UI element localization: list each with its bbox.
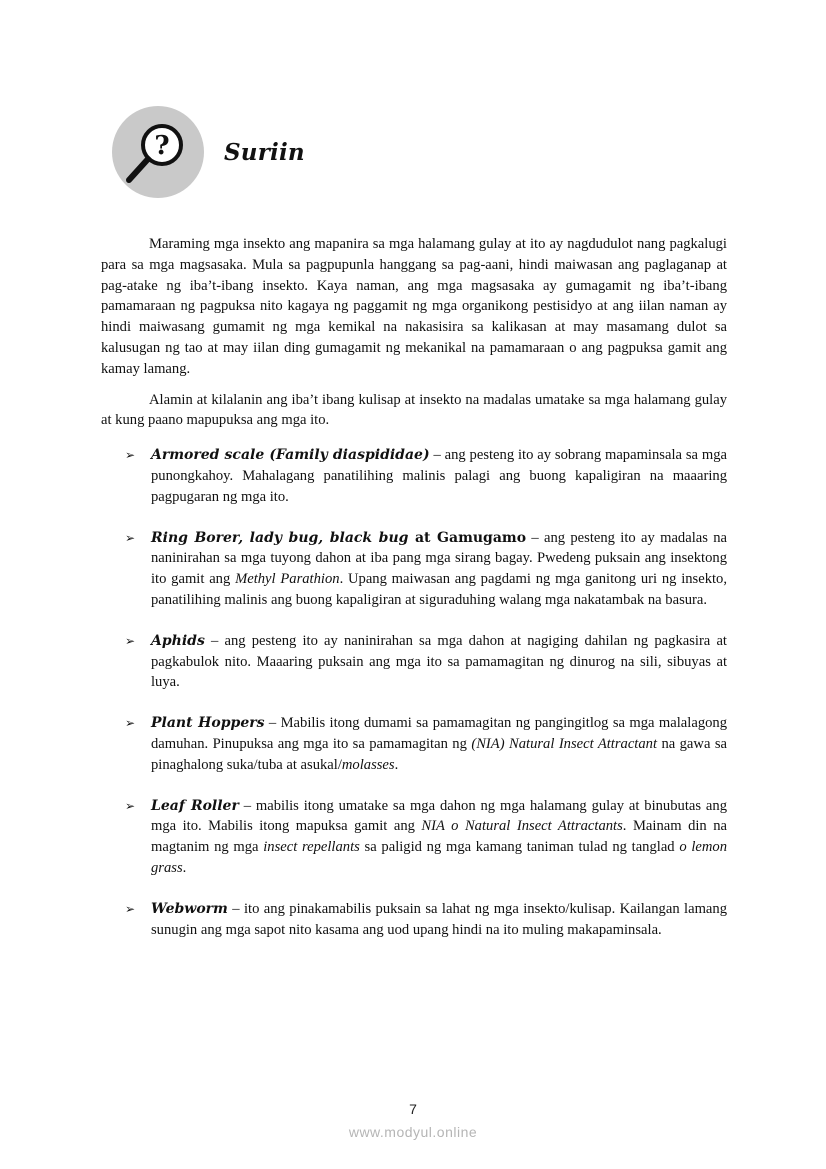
pest-term: Leaf Roller (151, 797, 239, 814)
intro-paragraph-1: Maraming mga insekto ang mapanira sa mga halamang gulay at ito ay nagdudulot nang pagkalugi para sa mga magsasaka. Mula sa pagpupunla hanggang sa pag-aani, hindi maiwasan ang paglaganap at pag-atake ng iba’t-ibang insekto. Kaya naman, ang mga magsasaka ay gumagamit ng iba’t-ibang pamamaraan ng pagpuksa nito kagaya ng paggamit ng mga organikong pestisidyo at ang iilan naman ay hindi maiwasang gumamit ng mga kemikal na nakasisira sa kalikasan at may masamang dulot sa kalusugan ng tao at may iilan ding gumagamit ng mekanikal na pamamaraan o ang pagpuksa gamit ang kamay lamang. (101, 236, 727, 377)
pest-description-italic-3: o lemon grass (151, 839, 728, 876)
pest-description: – ang pesteng ito ay madalas na naninirahan sa mga tuyong dahon at iba pang mga sirang bagay. Pwedeng puksain ang insektong ito gamit ang (151, 529, 727, 588)
main-content (101, 234, 727, 960)
pest-term: Plant Hoppers (151, 715, 265, 732)
arrow-bullet-icon: ➢ (125, 716, 136, 731)
pest-term: Armored scale (Family diaspididae) (151, 447, 430, 464)
pest-item-webworm (101, 899, 727, 941)
section-header (112, 106, 305, 198)
svg-text:?: ? (154, 131, 170, 161)
pest-item-leaf-roller (101, 796, 727, 879)
pest-item-plant-hoppers (101, 713, 727, 775)
magnifier-question-icon (112, 106, 204, 198)
pest-description: – ito ang pinakamabilis puksain sa lahat ng mga insekto/kulisap. Kailangan lamang sunugin ang mga sapot nito kasama ang uod upang hindi na ito muling makapaminsala. (151, 900, 727, 938)
pest-term: Webworm (151, 900, 228, 917)
pest-term: Ring Borer, lady bug, black bug (151, 529, 409, 546)
pest-description-end: . Upang maiwasan ang pagdami ng mga ganitong uri ng insekto, panatilihing malinis ang buong kapaligiran at siguraduhing walang mga nakatambak na basura. (151, 571, 727, 608)
pest-description-italic: NIA o Natural Insect Attractants (421, 818, 623, 835)
pest-description-italic: (NIA) Natural Insect Attractant (471, 735, 658, 752)
arrow-bullet-icon: ➢ (125, 530, 136, 545)
pest-description-end: . (182, 859, 187, 876)
pest-description: – ang pesteng ito ay naninirahan sa mga dahon at nagiging dahilan ng pagkasira at pagkabulok nito. Maaaring puksain ang mga ito sa pamamagitan ng dinurog na sili, sibuyas at luya. (151, 632, 727, 691)
section-title: Suriin (224, 138, 305, 166)
pest-term: Aphids (151, 632, 205, 649)
watermark: www.modyul.online (348, 1124, 478, 1140)
pest-item-aphids (101, 631, 727, 693)
pest-description-italic: Methyl Parathion (235, 571, 340, 588)
pest-description-italic-2: molasses (341, 756, 395, 773)
page-number: 7 (409, 1101, 417, 1117)
arrow-bullet-icon: ➢ (125, 448, 136, 463)
arrow-bullet-icon: ➢ (125, 798, 136, 813)
pest-description: – mabilis itong umatake sa mga dahon ng mga halamang gulay at binubutas ang mga ito. Mabilis itong mapuksa gamit ang (151, 797, 727, 835)
pest-description-end: . (394, 756, 399, 773)
pest-description-mid: na gawa sa pinaghalong suka/tuba at asukal/ (151, 735, 728, 773)
intro-paragraph-2: Alamin at kilalanin ang iba’t ibang kulisap at insekto na madalas umatake sa mga halamang gulay at kung paano mapupuksa ang mga ito. (101, 391, 727, 429)
pest-item-armored-scale (101, 445, 727, 507)
pest-description-mid: . Mainam din na magtanim ng mga (151, 818, 727, 856)
arrow-bullet-icon: ➢ (125, 901, 136, 916)
pest-item-ring-borer (101, 528, 727, 611)
pest-term-connector: at Gamugamo (408, 529, 527, 546)
pest-description: – Mabilis itong dumami sa pamamagitan ng pangingitlog sa mga malalagong damuhan. Pinupuksa ang mga ito sa pamamagitan ng (151, 715, 728, 752)
pest-description: – ang pesteng ito ay sobrang mapaminsala sa mga punongkahoy. Mahalagang panatilihing malinis palagi ang buong kapaligiran na maaaring pagpugaran ng mga ito. (151, 447, 727, 505)
pest-list (101, 445, 727, 940)
arrow-bullet-icon: ➢ (125, 633, 136, 648)
pest-description-italic-2: insect repellants (263, 839, 360, 856)
pest-description-mid-2: sa paligid ng mga kamang taniman tulad ng tanglad (359, 839, 680, 856)
